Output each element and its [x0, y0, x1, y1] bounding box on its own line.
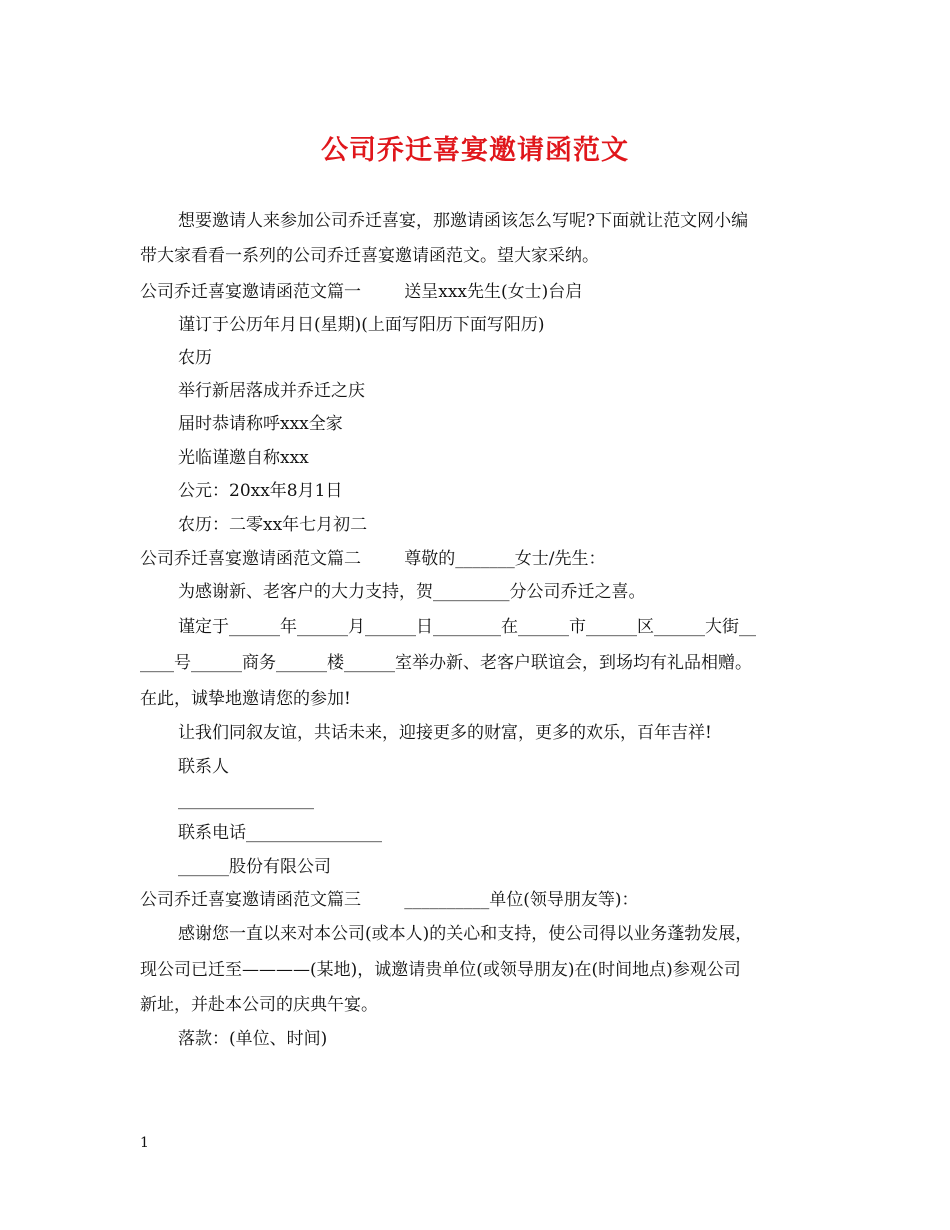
body-line: 举行新居落成并乔迁之庆: [178, 381, 365, 401]
body-line: 新址，并赴本公司的庆典午宴。: [140, 995, 378, 1015]
body-line: 现公司已迁至————(某地)，诚邀请贵单位(或领导朋友)在(时间地点)参观公司: [140, 960, 741, 980]
body-line: ____号______商务______楼______室举办新、老客户联谊会，到场均有礼品相赠。: [140, 653, 752, 673]
body-line: 联系电话________________: [178, 823, 382, 843]
body-line: ______股份有限公司: [178, 857, 331, 877]
body-line: 为感谢新、老客户的大力支持，贺_________分公司乔迁之喜。: [178, 582, 646, 602]
body-line: 在此，诚挚地邀请您的参加!: [140, 689, 351, 709]
body-line: 光临谨邀自称xxx: [178, 448, 309, 468]
body-line: 届时恭请称呼xxx全家: [178, 414, 343, 434]
body-line: 谨定于______年______月______日________在______市______区______大街__: [178, 617, 756, 637]
document-title: 公司乔迁喜宴邀请函范文: [321, 135, 629, 166]
body-line: 公司乔迁喜宴邀请函范文篇一 送呈xxx先生(女士)台启: [140, 282, 583, 302]
body-line: ________________: [178, 790, 314, 810]
body-line: 让我们同叙友谊，共话未来，迎接更多的财富，更多的欢乐，百年吉祥!: [178, 723, 712, 743]
body-line: 公元：20xx年8月1日: [178, 481, 343, 501]
body-line: 公司乔迁喜宴邀请函范文篇三 __________单位(领导朋友等)：: [140, 890, 639, 910]
body-line: 公司乔迁喜宴邀请函范文篇二 尊敬的_______女士/先生：: [140, 549, 606, 569]
body-line: 农历: [178, 348, 212, 368]
body-line: 联系人: [178, 757, 229, 777]
body-line: 感谢您一直以来对本公司(或本人)的关心和支持，使公司得以业务蓬勃发展，: [178, 924, 753, 944]
body-line: 谨订于公历年月日(星期)(上面写阳历下面写阳历): [178, 315, 545, 335]
body-line: 落款：(单位、时间): [178, 1029, 328, 1049]
body-line: 想要邀请人来参加公司乔迁喜宴，那邀请函该怎么写呢?下面就让范文网小编: [178, 211, 749, 231]
page-number: 1: [140, 1135, 149, 1151]
body-line: 农历：二零xx年七月初二: [178, 515, 368, 535]
body-line: 带大家看看一系列的公司乔迁喜宴邀请函范文。望大家采纳。: [140, 246, 599, 266]
